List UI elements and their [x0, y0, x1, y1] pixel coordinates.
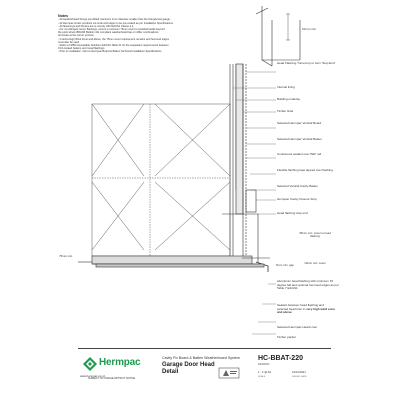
- drawing-title-line2: Detail: [162, 369, 179, 375]
- callout-10mm-min: 10mm min: [302, 27, 317, 31]
- note-item: terminate at the corner junction: [58, 34, 94, 38]
- note-item: - In Extra High Wind Zone and above, the 75mm cover requirement remains and hemmed edges: [58, 37, 169, 41]
- scale-value: 1 : 2 @ A4: [258, 370, 272, 374]
- callout-head-flashing-turned: Head Flashing Turned up to form 'Stop End': [277, 61, 336, 65]
- note-item: - Refer to NZBC Acceptable Solutions E2/AS1 Table 21 for the separation requirements between: [58, 44, 169, 48]
- callout-building-underlay: Building underlay: [277, 97, 301, 101]
- note-item: - All fastenings and fixtures are to comply with E2/AS1 Clause 2.2: [58, 24, 134, 28]
- scale-label: SCALE: [258, 376, 266, 378]
- disclaimer-text: SUBJECT TO CHANGE WITHOUT NOTICE: [88, 377, 136, 380]
- callout-vertical-board: Selected Hermpac Vertical Board: [277, 121, 322, 125]
- callout-cavity-batten: Selected Vertical Cavity Batten: [277, 184, 319, 188]
- note-item: - Prior to installation, refer to Hermpac Board & Batten Technical Installation Specifications: [58, 50, 162, 54]
- issued-date-label: ISSUED DATE: [292, 376, 307, 378]
- issued-date-value: 21/11/2021: [292, 370, 306, 374]
- brand-logo: [80, 353, 141, 379]
- dim-35mm-cover: 35mm min. cover to head flashing: [299, 231, 331, 239]
- callout-closure-strip: Hermpac Cavity Closure Strip: [277, 197, 317, 201]
- callout-vertical-batten: Selected Hermpac Vertical Batten: [277, 137, 322, 141]
- approval-badge-icon: [218, 367, 240, 379]
- callout-timber-packer: Timber packer: [277, 335, 297, 339]
- callout-sealant-cover: Continuous sealant over PEF rod: [277, 152, 322, 156]
- stop-end-detail: [256, 6, 300, 66]
- notes-title: Notes: [58, 14, 68, 18]
- dim-75mm-min: 75mm min.: [59, 254, 73, 258]
- note-item: - All Hermpac timber products cut ends and edges to be pre-coated as per Installation Specifications: [58, 21, 173, 25]
- brand-name: Hermpac: [99, 357, 141, 368]
- system-name: Cavity Fix Board & Batten Weatherboard System: [162, 356, 240, 360]
- drawing-title: [162, 362, 215, 376]
- dim-5mm-gap: 5mm min. gap: [276, 263, 294, 267]
- brand-url: www.hermpac.co.nz: [80, 374, 106, 378]
- callout-head-flashing-note: Aluminium head flashing with minimum 15 degree fall and optional hemmed edges as per Table 7 E2/AS1: [277, 279, 339, 291]
- note-item: - For non-flanged corner flashings, ensure a minimum 75mm cover to weatherboards beyond: [58, 28, 165, 32]
- drawing-code-label: DRAWING: [258, 363, 270, 366]
- callout-stop-end: Head flashing stop end: [277, 211, 308, 215]
- wall-layers: [230, 64, 246, 262]
- garage-door: [92, 104, 230, 256]
- callout-internal-lining: Internal lining: [277, 85, 295, 89]
- title-block: [78, 348, 331, 383]
- note-item: must also be used: [58, 40, 80, 44]
- callout-flashing-tape: Flexible flashing tape lapped over flashing: [277, 168, 333, 172]
- note-item: - All weatherboard fixings pre-drilled maximum 1mm diameter smaller than the fixing/screw gauge: [58, 18, 170, 22]
- drawing-code: HC-BBAT-220: [258, 355, 303, 362]
- note-item: CCA treated battens and metal flashings: [58, 47, 105, 51]
- drawing-title-line1: Garage Door Head: [162, 362, 215, 368]
- note-item: the point where BRANZ Bulletin 411 compliant weatherboard lap or infiller combinations: [58, 31, 159, 35]
- callout-timber-lintel: Timber lintel: [277, 109, 294, 113]
- callout-sealant-note: [277, 304, 335, 315]
- dim-10mm-cover: 10mm min. cover: [304, 261, 326, 265]
- hermpac-leaf-icon: [83, 357, 97, 371]
- sealant-note-bold: very high wind zone and above: [277, 306, 335, 315]
- callout-head-liner: Selected Hermpac Head Liner: [277, 325, 318, 329]
- sealant-note-text: Sealant between head flashing and selected head liner in: [277, 303, 324, 311]
